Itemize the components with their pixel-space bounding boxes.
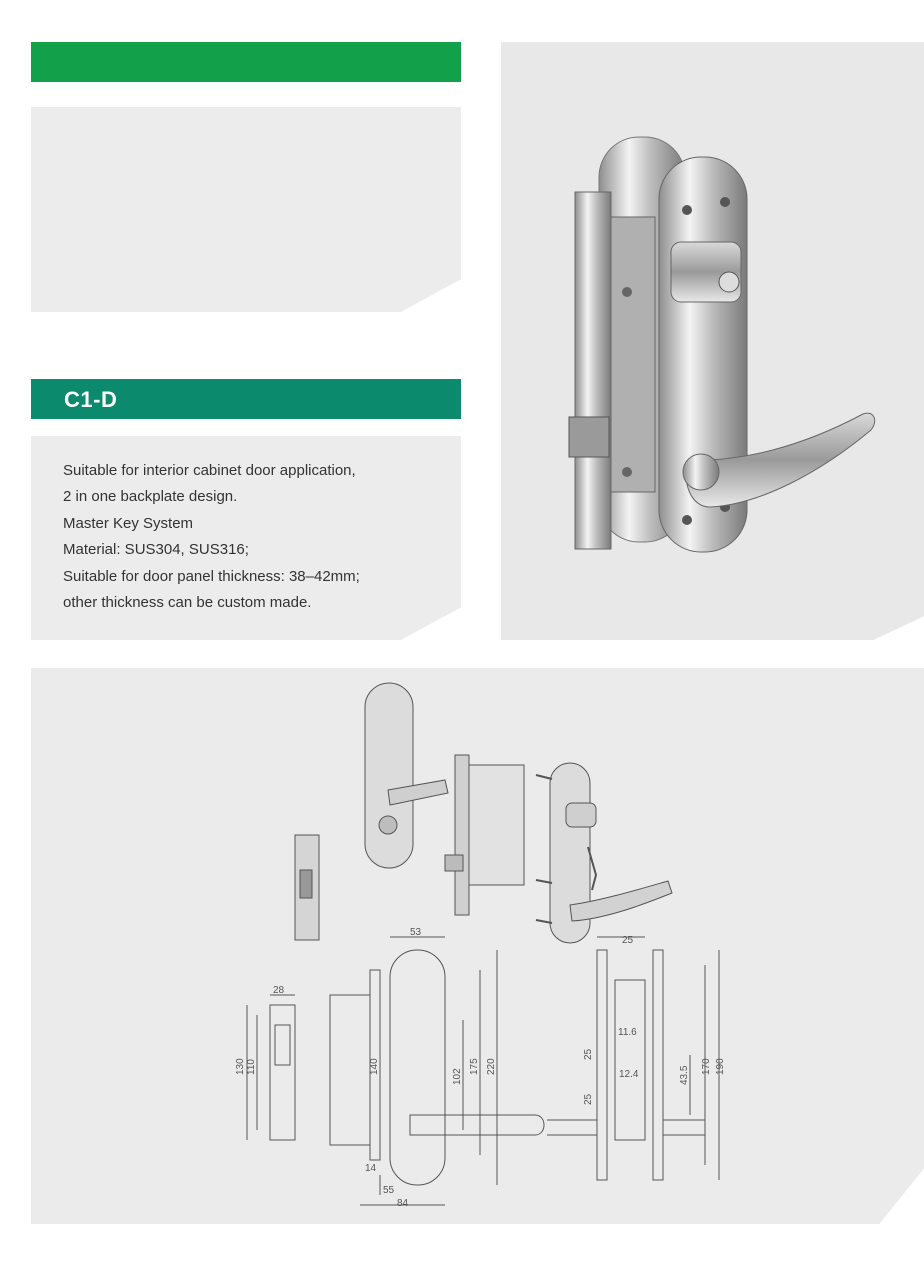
lever-outline bbox=[410, 1115, 544, 1135]
lock-body bbox=[611, 217, 655, 492]
dim-220: 220 bbox=[486, 1058, 497, 1075]
faceplate bbox=[575, 192, 611, 549]
description-line: other thickness can be custom made. bbox=[63, 594, 312, 612]
lock-product-photo bbox=[501, 42, 924, 640]
dim-170: 170 bbox=[701, 1058, 712, 1075]
dim-140: 140 bbox=[369, 1058, 380, 1075]
description-line: 2 in one backplate design. bbox=[63, 488, 238, 506]
screw-icon bbox=[622, 287, 632, 297]
dim-55: 55 bbox=[383, 1185, 395, 1196]
screw-icon bbox=[720, 197, 730, 207]
dim-43-5: 43.5 bbox=[679, 1065, 690, 1085]
dim-53: 53 bbox=[410, 927, 422, 938]
dim-25-top: 25 bbox=[622, 935, 634, 946]
description-list bbox=[63, 458, 360, 616]
keyhole-icon bbox=[719, 272, 739, 292]
exploded-lock-body bbox=[469, 765, 524, 885]
dim-175: 175 bbox=[469, 1058, 480, 1075]
dim-25-a: 25 bbox=[583, 1048, 594, 1060]
dim-11-6: 11.6 bbox=[618, 1027, 637, 1038]
dim-25-b: 25 bbox=[583, 1093, 594, 1105]
front-plate-outline bbox=[390, 950, 445, 1185]
header-green-bar bbox=[31, 42, 461, 82]
exploded-back-plate bbox=[365, 683, 413, 868]
dim-102: 102 bbox=[452, 1068, 463, 1085]
description-line: Master Key System bbox=[63, 514, 194, 532]
dim-190: 190 bbox=[715, 1058, 726, 1075]
side-lock-body bbox=[615, 980, 645, 1140]
lever-rose bbox=[683, 454, 719, 490]
exploded-faceplate bbox=[455, 755, 469, 915]
screw-icon bbox=[682, 515, 692, 525]
mortise-body-outline bbox=[330, 995, 370, 1145]
blank-info-panel bbox=[31, 107, 461, 312]
dim-110: 110 bbox=[246, 1059, 257, 1075]
screw-icon bbox=[682, 205, 692, 215]
exploded-cylinder bbox=[566, 803, 596, 827]
description-line: Suitable for interior cabinet door application, bbox=[63, 462, 356, 479]
dimension-drawing bbox=[235, 925, 735, 1215]
exploded-view-drawing bbox=[270, 675, 690, 950]
side-plate-left bbox=[597, 950, 607, 1180]
screw-icon bbox=[622, 467, 632, 477]
dim-84: 84 bbox=[397, 1198, 409, 1209]
dim-28: 28 bbox=[273, 985, 285, 996]
dim-12-4: 12.4 bbox=[619, 1069, 639, 1080]
dim-130: 130 bbox=[235, 1058, 246, 1075]
model-title: C1-D bbox=[64, 387, 118, 412]
latch-bolt bbox=[569, 417, 609, 457]
description-line: Suitable for door panel thickness: 38–42mm; bbox=[63, 567, 360, 585]
description-line: Material: SUS304, SUS316; bbox=[63, 541, 249, 559]
dim-14: 14 bbox=[365, 1163, 377, 1174]
side-plate-right bbox=[653, 950, 663, 1180]
